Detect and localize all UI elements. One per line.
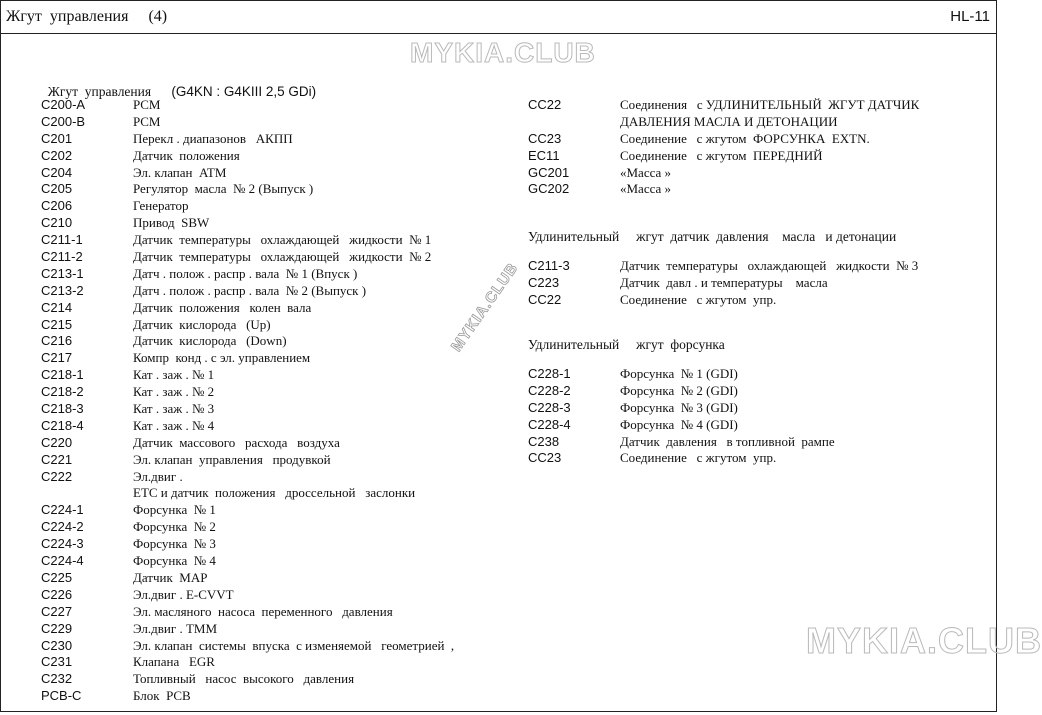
watermark-bottom: MYKIA.CLUB xyxy=(806,620,1042,661)
connector-code: C224-1 xyxy=(41,502,84,518)
connector-code: C224-3 xyxy=(41,536,84,552)
connector-row xyxy=(41,333,511,350)
page-code: HL-11 xyxy=(950,8,990,25)
connector-code: C238 xyxy=(528,433,560,449)
connector-description: Соединение с жгутом ПЕРЕДНИЙ xyxy=(620,147,823,163)
section-title-label: Жгут управления xyxy=(47,84,152,99)
connector-code: C220 xyxy=(41,434,73,450)
connector-description: Форсунка № 3 xyxy=(133,536,216,552)
connector-row xyxy=(528,434,988,451)
connector-code: C213-2 xyxy=(41,282,84,298)
connector-code: C218-3 xyxy=(41,401,84,417)
section-title-injector-extension: Удлинительный жгут форсунка xyxy=(528,337,725,352)
connector-description: Датчик положения колен вала xyxy=(133,299,312,315)
connector-description: Датч . полож . распр . вала № 2 (Выпуск ) xyxy=(133,282,367,298)
connector-description: Датч . полож . распр . вала № 1 (Впуск ) xyxy=(133,265,358,281)
page-title: Жгут управления (4) xyxy=(6,8,168,25)
connector-code: C224-4 xyxy=(41,553,84,569)
connector-row xyxy=(41,671,511,688)
connector-description: Датчик положения xyxy=(133,147,240,163)
connector-description: PCM xyxy=(133,97,161,112)
connector-code: CC22 xyxy=(528,291,562,307)
connector-code: C224-2 xyxy=(41,519,84,535)
connector-description: ETC и датчик положения дроссельной заслонки xyxy=(133,485,416,501)
connector-code: C229 xyxy=(41,620,73,636)
connector-code: C204 xyxy=(41,164,73,180)
connector-row xyxy=(41,452,511,469)
connector-list-right-2 xyxy=(528,258,988,309)
connector-row xyxy=(41,350,511,367)
connector-code: C225 xyxy=(41,569,73,585)
connector-code: C232 xyxy=(41,671,73,687)
connector-row xyxy=(41,249,511,266)
connector-row xyxy=(41,181,511,198)
connector-description: Кат . заж . № 1 xyxy=(133,367,215,383)
connector-code: C218-2 xyxy=(41,384,84,400)
connector-code: C231 xyxy=(41,654,73,670)
connector-description: Датчик температуры охлаждающей жидкости № 3 xyxy=(620,258,919,273)
connector-code: C211-2 xyxy=(41,249,83,265)
connector-description: Регулятор масла № 2 (Выпуск ) xyxy=(133,181,314,197)
connector-row xyxy=(41,502,511,519)
connector-row xyxy=(528,400,988,417)
connector-row xyxy=(528,275,988,292)
connector-row xyxy=(41,621,511,638)
connector-description: Соединения с УДЛИНИТЕЛЬНЫЙ ЖГУТ ДАТЧИК xyxy=(620,97,920,112)
connector-code: C228-2 xyxy=(528,382,571,398)
section-title-engine: (G4KN : G4KIII 2,5 GDi) xyxy=(171,84,317,99)
connector-description: Форсунка № 4 xyxy=(133,553,216,569)
connector-description: Форсунка № 2 (GDI) xyxy=(620,382,738,398)
connector-code: EC11 xyxy=(528,147,560,163)
connector-description: Компр конд . с эл. управлением xyxy=(133,350,311,366)
connector-row xyxy=(41,435,511,452)
connector-description: Датчик температуры охлаждающей жидкости № 2 xyxy=(133,249,432,265)
connector-row xyxy=(528,181,988,198)
connector-description: PCM xyxy=(133,113,161,129)
connector-description: Эл.двиг . E-CVVT xyxy=(133,586,234,602)
connector-row xyxy=(528,131,988,148)
connector-code: C226 xyxy=(41,586,73,602)
connector-row xyxy=(528,148,988,165)
section-title-oil-pressure-extension: Удлинительный жгут датчик давления масла и детонации xyxy=(528,229,897,244)
connector-row xyxy=(41,131,511,148)
connector-code: C200-B xyxy=(41,113,86,129)
connector-code: C218-4 xyxy=(41,417,84,433)
connector-description: Кат . заж . № 4 xyxy=(133,417,215,433)
connector-row xyxy=(528,97,988,114)
connector-description: Датчик давл . и температуры масла xyxy=(620,274,828,290)
connector-row xyxy=(528,450,988,467)
connector-code: C211-3 xyxy=(528,258,570,273)
connector-description: Датчик массового расхода воздуха xyxy=(133,434,340,450)
connector-row xyxy=(41,384,511,401)
connector-row xyxy=(41,485,511,502)
connector-description: Топливный насос высокого давления xyxy=(133,671,355,687)
connector-code: C228-4 xyxy=(528,416,571,432)
connector-description: Эл. клапан управления продувкой xyxy=(133,451,331,467)
connector-row xyxy=(41,418,511,435)
connector-code: C228-3 xyxy=(528,399,571,415)
connector-row xyxy=(41,654,511,671)
connector-code: C216 xyxy=(41,333,73,349)
connector-description: Эл. масляного насоса переменного давления xyxy=(133,603,393,619)
connector-description: Генератор xyxy=(133,198,189,214)
connector-code: C223 xyxy=(528,274,560,290)
connector-row xyxy=(41,367,511,384)
section-title-control-harness xyxy=(41,68,316,100)
connector-row xyxy=(528,366,988,383)
connector-description: «Масса » xyxy=(620,164,672,180)
connector-description: Кат . заж . № 2 xyxy=(133,384,215,400)
connector-row xyxy=(41,215,511,232)
connector-row xyxy=(528,165,988,182)
watermark-diagonal: MYKIA.CLUB xyxy=(448,259,522,355)
connector-description: Эл. клапан ATM xyxy=(133,164,227,180)
connector-description: Кат . заж . № 3 xyxy=(133,401,215,417)
connector-description: Привод SBW xyxy=(133,215,210,231)
connector-code: C202 xyxy=(41,147,73,163)
connector-description: Эл.двиг . TMM xyxy=(133,620,217,636)
header-divider xyxy=(0,33,997,34)
connector-list-right-1 xyxy=(528,97,988,198)
connector-row xyxy=(41,570,511,587)
connector-description: Датчик давления в топливной рампе xyxy=(620,433,835,449)
connector-description: Эл.двиг . xyxy=(133,468,183,484)
connector-row xyxy=(41,587,511,604)
connector-code: C230 xyxy=(41,637,73,653)
connector-row xyxy=(41,519,511,536)
connector-row xyxy=(41,688,511,705)
connector-row xyxy=(528,292,988,309)
connector-code: C213-1 xyxy=(41,265,84,281)
connector-description: Форсунка № 4 (GDI) xyxy=(620,416,738,432)
connector-row xyxy=(41,232,511,249)
connector-row xyxy=(41,553,511,570)
connector-list-left xyxy=(41,97,511,705)
connector-row xyxy=(41,604,511,621)
connector-row xyxy=(528,258,988,275)
connector-code: C227 xyxy=(41,603,73,619)
connector-description: Форсунка № 2 xyxy=(133,519,216,535)
connector-code: C217 xyxy=(41,350,73,366)
connector-description: Датчик кислорода (Up) xyxy=(133,316,271,332)
connector-row xyxy=(41,300,511,317)
connector-row xyxy=(41,148,511,165)
connector-code: C205 xyxy=(41,181,73,197)
connector-row xyxy=(528,417,988,434)
connector-description: Соединение с жгутом упр. xyxy=(620,450,777,466)
connector-description: «Масса » xyxy=(620,181,672,197)
connector-row xyxy=(41,469,511,486)
connector-row xyxy=(528,114,988,131)
connector-description: Перекл . диапазонов АКПП xyxy=(133,130,293,146)
connector-description: Форсунка № 3 (GDI) xyxy=(620,399,738,415)
connector-code: C214 xyxy=(41,299,73,315)
connector-code: C215 xyxy=(41,316,73,332)
connector-code: C221 xyxy=(41,451,73,467)
connector-code: C218-1 xyxy=(41,367,84,383)
connector-description: Датчик кислорода (Down) xyxy=(133,333,287,349)
connector-code: CC22 xyxy=(528,97,562,112)
connector-list-right-3 xyxy=(528,366,988,467)
connector-description: ДАВЛЕНИЯ МАСЛА И ДЕТОНАЦИИ xyxy=(620,113,838,129)
connector-description: Форсунка № 1 (GDI) xyxy=(620,366,738,381)
connector-description: Блок PCB xyxy=(133,688,191,704)
connector-code: PCB-C xyxy=(41,688,82,704)
connector-row xyxy=(41,165,511,182)
connector-row xyxy=(41,283,511,300)
connector-code: C222 xyxy=(41,468,73,484)
connector-code: C228-1 xyxy=(528,366,571,381)
connector-row xyxy=(41,266,511,283)
connector-description: Датчик температуры охлаждающей жидкости № 1 xyxy=(133,232,432,248)
connector-code: GC201 xyxy=(528,164,570,180)
connector-row xyxy=(41,97,511,114)
connector-code: C211-1 xyxy=(41,232,83,248)
connector-description: Клапана EGR xyxy=(133,654,215,670)
connector-row xyxy=(41,638,511,655)
connector-description: Форсунка № 1 xyxy=(133,502,216,518)
connector-description: Соединение с жгутом ФОРСУНКА EXTN. xyxy=(620,130,870,146)
connector-description: Эл. клапан системы впуска с изменяемой геометрией , xyxy=(133,637,455,653)
connector-row xyxy=(41,536,511,553)
connector-code: C210 xyxy=(41,215,73,231)
connector-code: C200-A xyxy=(41,97,86,112)
connector-code: C201 xyxy=(41,130,73,146)
connector-description: Соединение с жгутом упр. xyxy=(620,291,777,307)
connector-row xyxy=(41,198,511,215)
connector-code: C206 xyxy=(41,198,73,214)
connector-description: Датчик MAP xyxy=(133,569,208,585)
connector-code: GC202 xyxy=(528,181,570,197)
connector-row xyxy=(41,317,511,334)
connector-code: CC23 xyxy=(528,450,562,466)
watermark-top: MYKIA.CLUB xyxy=(410,37,596,68)
connector-code: CC23 xyxy=(528,130,562,146)
connector-row xyxy=(41,401,511,418)
connector-row xyxy=(528,383,988,400)
connector-row xyxy=(41,114,511,131)
